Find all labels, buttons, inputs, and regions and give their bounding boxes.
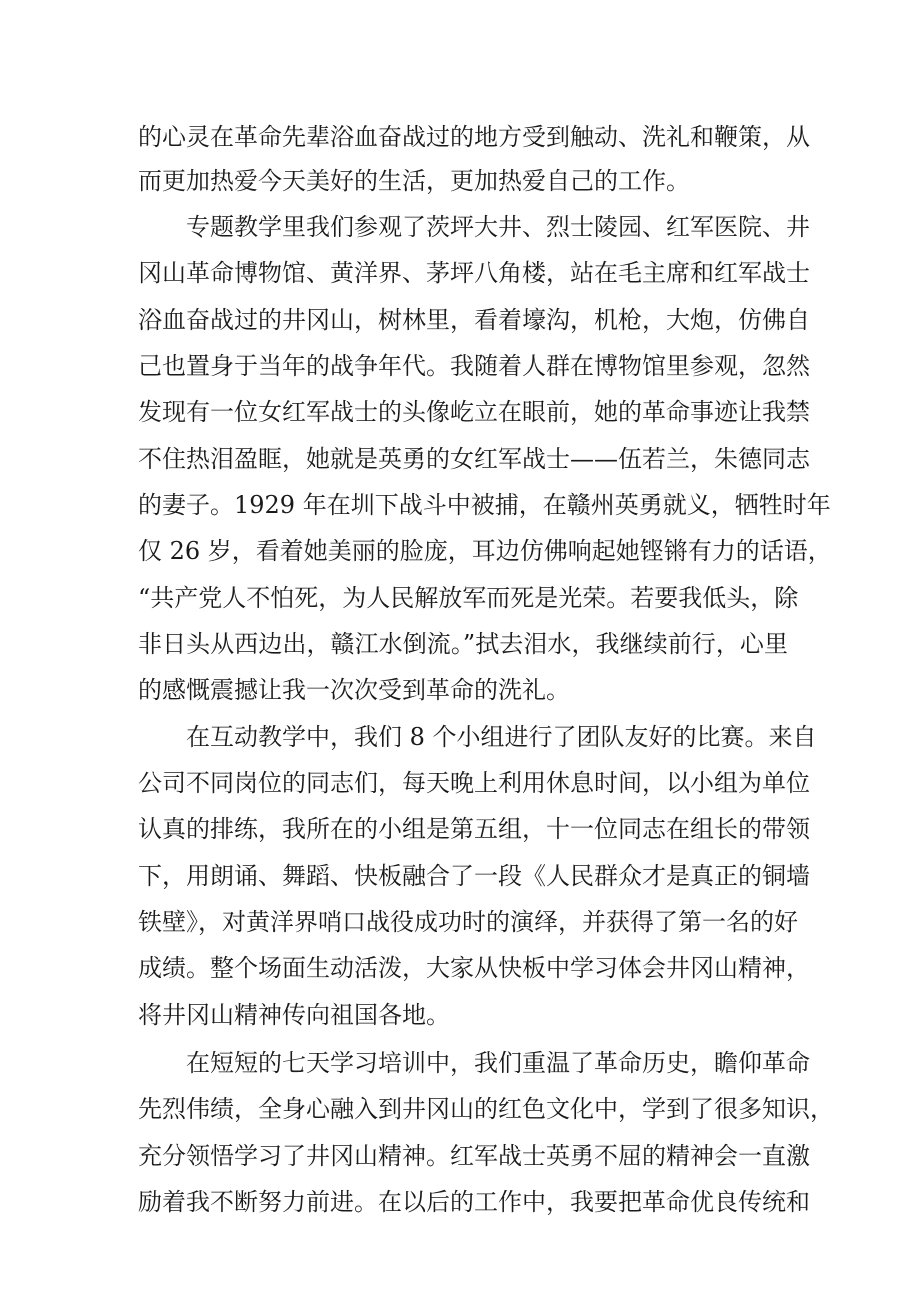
paragraph-line: 下，用朗诵、舞蹈、快板融合了一段《人民群众才是真正的铜墙: [138, 862, 810, 890]
paragraph-line: 铁壁》，对黄洋界哨口战役成功时的演绎，并获得了第一名的好: [138, 908, 798, 936]
paragraph-line: 专题教学里我们参观了茨坪大井、烈士陵园、红军医院、井: [186, 213, 810, 241]
paragraph-line: 认真的排练，我所在的小组是第五组，十一位同志在组长的带领: [138, 815, 810, 843]
paragraph-line: 充分领悟学习了井冈山精神。红军战士英勇不屈的精神会一直激: [138, 1142, 810, 1170]
paragraph-line: 在互动教学中，我们 8 个小组进行了团队友好的比赛。来自: [186, 723, 817, 751]
paragraph-line: 仅 26 岁，看着她美丽的脸庞，耳边仿佛响起她铿锵有力的话语，: [138, 537, 832, 565]
paragraph-line: 的心灵在革命先辈浴血奋战过的地方受到触动、洗礼和鞭策，从: [138, 123, 810, 151]
paragraph-line: 而更加热爱今天美好的生活，更加热爱自己的工作。: [138, 167, 690, 195]
paragraph-line: 励着我不断努力前进。在以后的工作中，我要把革命优良传统和: [138, 1188, 810, 1216]
paragraph-line: 公司不同岗位的同志们，每天晚上利用休息时间，以小组为单位: [138, 769, 810, 797]
paragraph-line: 己也置身于当年的战争年代。我随着人群在博物馆里参观，忽然: [138, 352, 810, 380]
paragraph-line: 非日头从西边出，赣江水倒流。”拭去泪水，我继续前行，心里: [138, 630, 788, 658]
paragraph-line: 发现有一位女红军战士的头像屹立在眼前，她的革命事迹让我禁: [138, 398, 810, 426]
paragraph-line: 不住热泪盈眶，她就是英勇的女红军战士——伍若兰，朱德同志: [138, 445, 810, 473]
paragraph-line: 的妻子。1929 年在圳下战斗中被捕，在赣州英勇就义，牺牲时年: [138, 491, 831, 519]
paragraph-line: 浴血奋战过的井冈山，树林里，看着壕沟，机枪，大炮，仿佛自: [138, 306, 810, 334]
paragraph-line: 成绩。整个场面生动活泼，大家从快板中学习体会井冈山精神，: [138, 954, 810, 982]
paragraph-line: “共产党人不怕死，为人民解放军而死是光荣。若要我低头，除: [138, 584, 799, 612]
paragraph-line: 冈山革命博物馆、黄洋界、茅坪八角楼，站在毛主席和红军战士: [138, 259, 810, 287]
paragraph-line: 将井冈山精神传向祖国各地。: [138, 1001, 450, 1029]
paragraph-line: 在短短的七天学习培训中，我们重温了革命历史，瞻仰革命: [186, 1049, 810, 1077]
paragraph-line: 先烈伟绩，全身心融入到井冈山的红色文化中，学到了很多知识，: [138, 1095, 834, 1123]
paragraph-line: 的感慨震撼让我一次次受到革命的洗礼。: [138, 676, 570, 704]
